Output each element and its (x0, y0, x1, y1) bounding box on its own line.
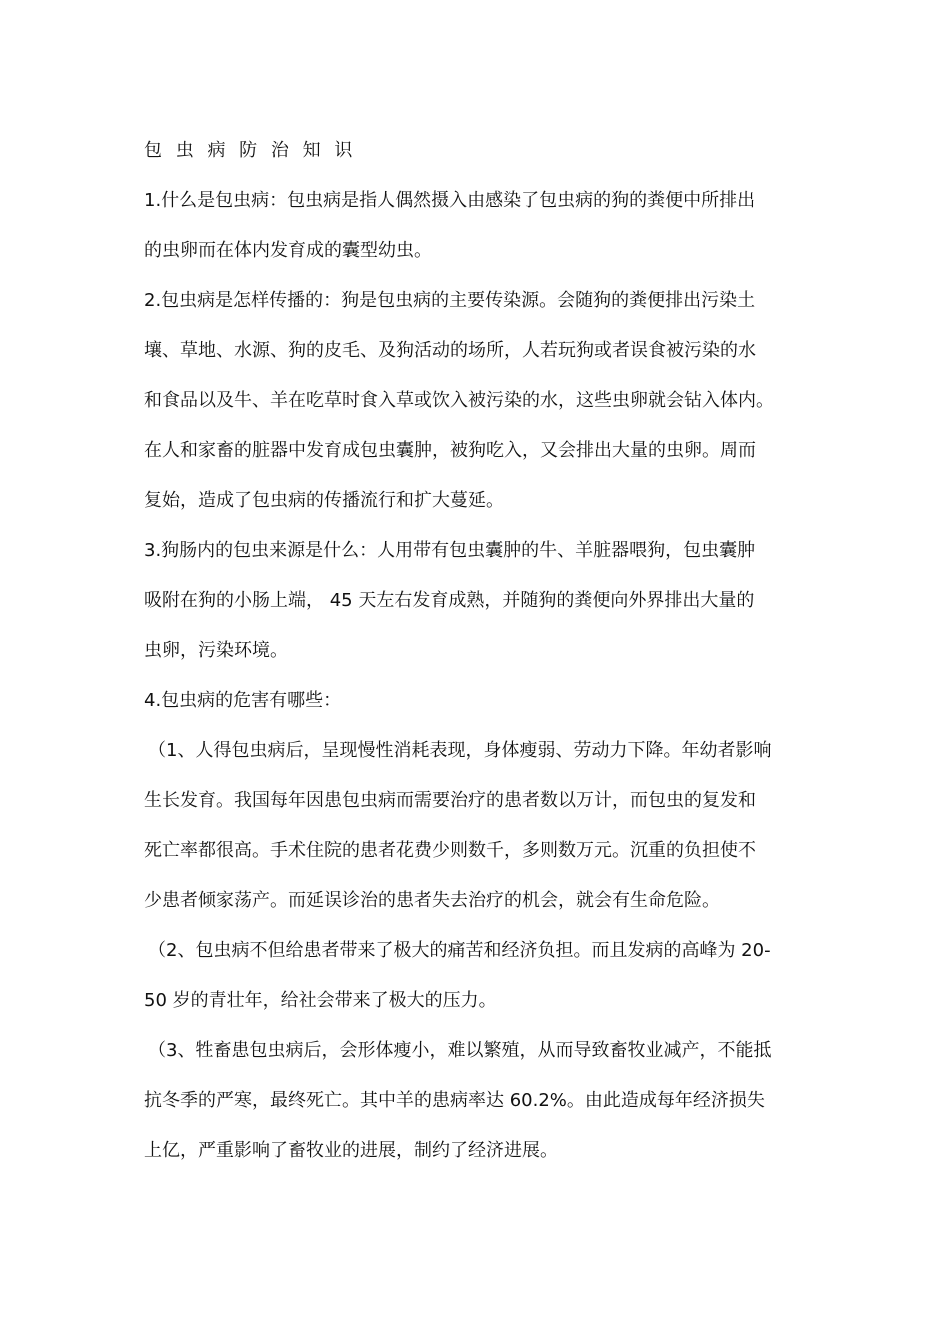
document-title: 包 虫 病 防 治 知 识 (144, 140, 357, 161)
text-line: 少患者倾家荡产。而延误诊治的患者失去治疗的机会，就会有生命危险。 (144, 890, 720, 911)
text-line: 复始，造成了包虫病的传播流行和扩大蔓延。 (144, 490, 504, 511)
text-line: 吸附在狗的小肠上端， 45 天左右发育成熟，并随狗的粪便向外界排出大量的 (144, 590, 755, 611)
text-line: 在人和家畜的脏器中发育成包虫囊肿，被狗吃入，又会排出大量的虫卵。周而 (144, 440, 756, 461)
text-line: 和食品以及牛、羊在吃草时食入草或饮入被污染的水，这些虫卵就会钻入体内。 (144, 390, 774, 411)
text-line: （2、包虫病不但给患者带来了极大的痛苦和经济负担。而且发病的高峰为 20- (148, 940, 771, 961)
text-line: 抗冬季的严寒，最终死亡。其中羊的患病率达 60.2%。由此造成每年经济损失 (144, 1090, 765, 1111)
text-line: 4.包虫病的危害有哪些： (144, 690, 342, 711)
text-line: 生长发育。我国每年因患包虫病而需要治疗的患者数以万计，而包虫的复发和 (144, 790, 756, 811)
text-line: 壤、草地、水源、狗的皮毛、及狗活动的场所，人若玩狗或者误食被污染的水 (144, 340, 756, 361)
text-line: 死亡率都很高。手术住院的患者花费少则数千，多则数万元。沉重的负担使不 (144, 840, 756, 861)
text-line: 50 岁的青壮年，给社会带来了极大的压力。 (144, 990, 497, 1011)
text-line: 的虫卵而在体内发育成的囊型幼虫。 (144, 240, 432, 261)
text-line: （3、牲畜患包虫病后，会形体瘦小，难以繁殖，从而导致畜牧业减产，不能抵 (148, 1040, 772, 1061)
text-line: 3.狗肠内的包虫来源是什么：人用带有包虫囊肿的牛、羊脏器喂狗，包虫囊肿 (144, 540, 756, 561)
document-body (144, 126, 809, 1176)
text-line: （1、人得包虫病后，呈现慢性消耗表现，身体瘦弱、劳动力下降。年幼者影响 (148, 740, 772, 761)
text-line: 1.什么是包虫病：包虫病是指人偶然摄入由感染了包虫病的狗的粪便中所排出 (144, 190, 756, 211)
text-line: 上亿，严重影响了畜牧业的进展，制约了经济进展。 (144, 1140, 558, 1161)
text-line: 虫卵，污染环境。 (144, 640, 288, 661)
text-line: 2.包虫病是怎样传播的：狗是包虫病的主要传染源。会随狗的粪便排出污染土 (144, 290, 756, 311)
